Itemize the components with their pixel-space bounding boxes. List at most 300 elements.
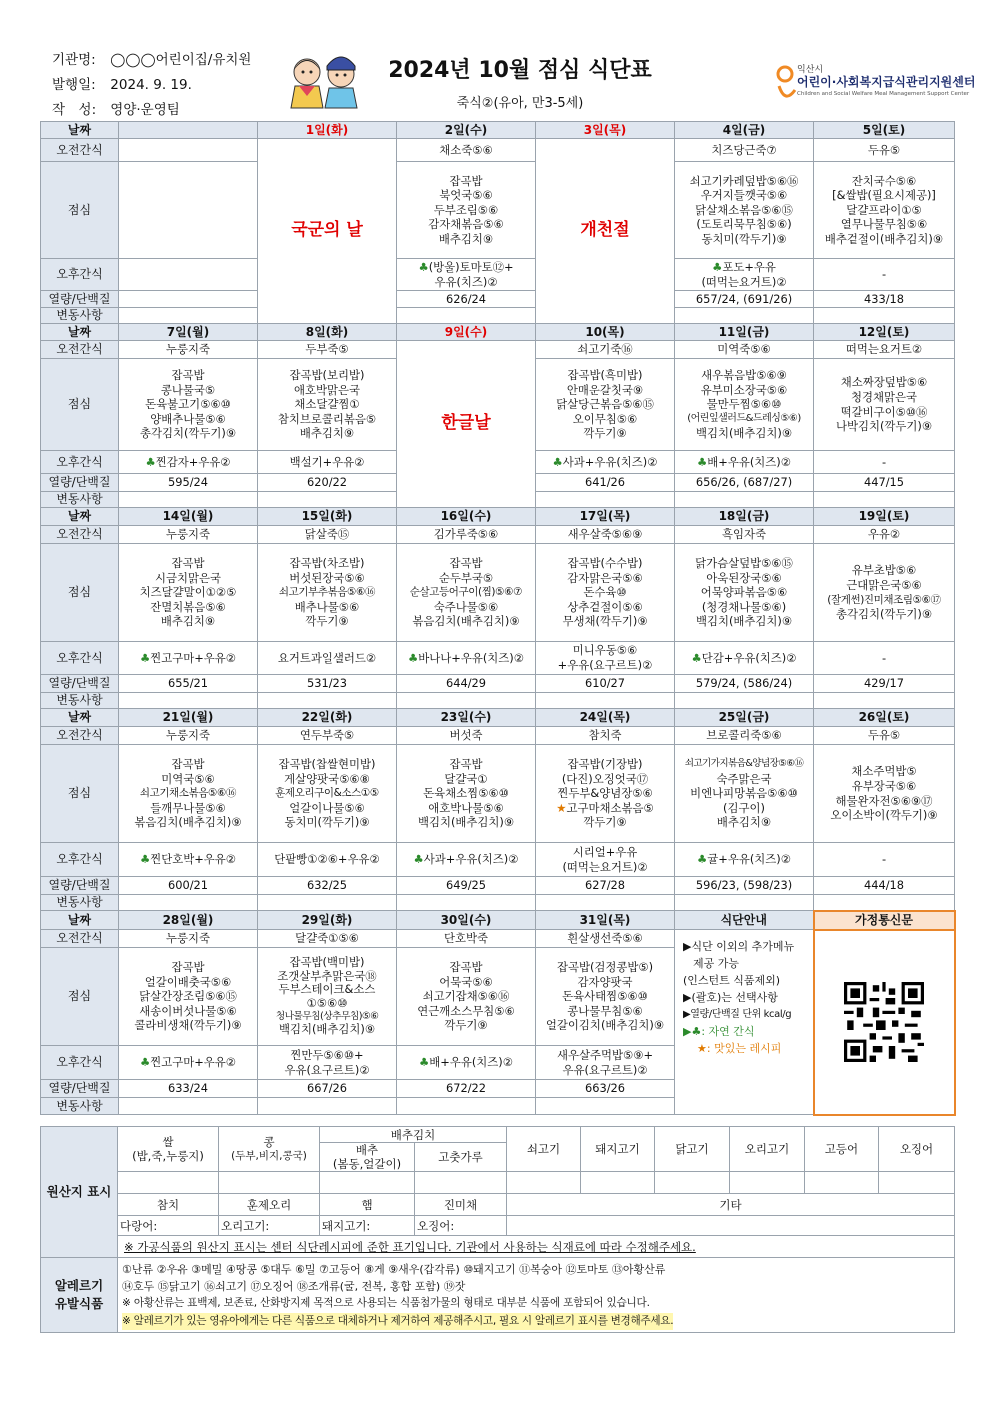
guide-line: ▶♣: 자연 간식: [683, 1025, 755, 1038]
am-cell: 우유②: [814, 526, 955, 544]
menu-item: 깍두기⑨: [444, 1018, 488, 1033]
menu-item: 감자채볶음⑤⑥: [428, 217, 504, 232]
lunch-cell: [119, 162, 258, 259]
menu-item: 백김치(배추김치)⑨: [417, 815, 515, 830]
lunch-cell: [814, 544, 955, 642]
lunch-cell: [119, 745, 258, 843]
date-cell: 31일(목): [536, 911, 675, 930]
origin-ham: 햄: [320, 1194, 415, 1216]
change-cell: [675, 693, 814, 709]
kcal-cell: 429/17: [814, 675, 955, 693]
change-cell: [119, 308, 258, 324]
week3-pm-row: [41, 642, 955, 675]
pm-cell: [536, 1046, 675, 1080]
lunch-label: 점심: [41, 745, 119, 843]
menu-item: 잔멸치볶음⑤⑥: [150, 599, 226, 614]
am-cell: 미역죽⑤⑥: [675, 341, 814, 359]
mascot-characters-icon: [285, 50, 365, 110]
date-cell: 9일(수): [397, 324, 536, 341]
notice-cell: [814, 930, 955, 1115]
menu-item: 채소짜장덮밥⑤⑥: [840, 375, 928, 390]
change-cell: [119, 1098, 258, 1115]
lunch-cell: [536, 745, 675, 843]
date-cell: 26일(토): [814, 709, 955, 727]
menu-item: 버섯된장국⑤⑥: [289, 570, 365, 585]
snack-text: 우유(요구르트)②: [562, 1062, 648, 1077]
holiday-cell: [397, 341, 536, 508]
menu-item: 애호박맑은국: [293, 382, 361, 397]
clover-icon: ♣: [419, 1055, 430, 1070]
lunch-cell: [397, 948, 536, 1046]
am-cell: 김가루죽⑤⑥: [397, 526, 536, 544]
change-cell: [536, 693, 675, 709]
allergy-label-line: 알레르기: [54, 1278, 104, 1293]
change-label: 변동사항: [41, 308, 119, 324]
date-cell: 23일(수): [397, 709, 536, 727]
origin-etc: 기타: [507, 1194, 955, 1216]
kcal-cell: 667/26: [258, 1080, 397, 1098]
snack-text: 찐고구마+우유②: [150, 650, 236, 665]
change-label: 변동사항: [41, 1098, 119, 1115]
menu-item: 총각김치(깍두기)⑨: [835, 607, 933, 622]
am-cell: [119, 139, 258, 162]
pm-cell: [536, 642, 675, 675]
holiday-cell: [258, 139, 397, 324]
menu-item: 잡곡밥(검정콩밥⑤): [556, 960, 654, 975]
allergy-label: [41, 1258, 118, 1333]
menu-item: 백김치(배추김치)⑨: [695, 614, 793, 629]
menu-item: 순두부국⑤: [438, 570, 494, 585]
kcal-cell: 655/21: [119, 675, 258, 693]
pm-cell: [675, 451, 814, 474]
week4-change-row: [41, 895, 955, 911]
date-cell: 19일(토): [814, 508, 955, 526]
pm-label: 오후간식: [41, 451, 119, 474]
snack-text: 배+우유(치즈)②: [429, 1055, 513, 1070]
change-cell: [397, 1098, 536, 1115]
origin-header: [320, 1143, 415, 1172]
lunch-cell: [119, 948, 258, 1046]
menu-item: 조갯살부추맑은국⑱: [277, 968, 377, 983]
center-logo: [775, 62, 976, 106]
menu-item: 볶음김치(배추김치)⑨: [412, 614, 520, 629]
menu-item: 채소주먹밥⑤: [851, 764, 917, 779]
am-cell: 떠먹는요거트②: [814, 341, 955, 359]
menu-item: 배추김치⑨: [160, 614, 216, 629]
menu-item: 닭살채소볶음⑤⑥⑮: [695, 202, 793, 217]
page-title: 2024년 10월 점심 식단표: [388, 58, 652, 83]
change-cell: [675, 492, 814, 508]
origin-value-cell: [581, 1172, 655, 1194]
lunch-cell: [119, 359, 258, 451]
menu-item: 두부스테이크&소스: [278, 982, 376, 997]
clover-icon: ♣: [408, 650, 419, 665]
kcal-cell: 600/21: [119, 877, 258, 895]
kcal-cell: 672/22: [397, 1080, 536, 1098]
menu-item: 들깨무나물⑤⑥: [150, 800, 226, 815]
menu-item: 유부미소장국⑤⑥: [700, 382, 788, 397]
origin-cabbage-sub: (봄동,얼갈이): [332, 1157, 402, 1171]
kcal-cell: [119, 291, 258, 308]
week1-date-row: [41, 122, 955, 139]
week1-lunch-row: [41, 162, 955, 259]
snack-text: 찐만두⑤⑥⑩+: [290, 1047, 364, 1062]
menu-item: 나박김치(깍두기)⑨: [835, 419, 933, 434]
week4-pm-row: [41, 843, 955, 877]
menu-item: 동치미(깍두기)⑨: [284, 815, 370, 830]
menu-item: 떡갈비구이⑤⑩⑯: [840, 404, 928, 419]
lunch-cell: [258, 544, 397, 642]
guide-line: 제공 가능: [693, 957, 740, 970]
notice-title: 가정통신문: [814, 911, 955, 930]
holiday-cell: [536, 139, 675, 324]
lunch-label: 점심: [41, 948, 119, 1046]
change-cell: [536, 895, 675, 911]
pm-cell: -: [814, 451, 955, 474]
menu-item: 청경채맑은국: [850, 389, 918, 404]
menu-item: 배추김치⑨: [716, 815, 772, 830]
change-label: 변동사항: [41, 693, 119, 709]
menu-item: 고구마채소볶음⑤: [566, 800, 654, 815]
snack-text: 시리얼+우유: [572, 844, 638, 859]
pm-label: 오후간식: [41, 259, 119, 291]
date-cell: 24일(목): [536, 709, 675, 727]
week3-am-row: [41, 526, 955, 544]
star-icon: ★: [556, 800, 567, 815]
date-cell: 11일(금): [675, 324, 814, 341]
menu-item: 잡곡밥: [171, 757, 205, 772]
snack-text: (떠먹는요거트)②: [701, 274, 787, 289]
menu-item: 청나물무침(상추무침)⑤⑥: [275, 1010, 379, 1022]
kcal-label: 열량/단백질: [41, 675, 119, 693]
snack-text: 우유(요구르트)②: [284, 1062, 370, 1077]
pm-cell: 요거트과일샐러드②: [258, 642, 397, 675]
menu-item: 돈육사태찜⑤⑥⑩: [562, 989, 648, 1004]
menu-item: 쇠고기채소볶음⑤⑥⑯: [139, 787, 237, 800]
center-logo-icon: [775, 64, 797, 104]
origin-row-3: [41, 1172, 955, 1194]
allergy-row: [41, 1258, 955, 1333]
kcal-cell: 626/24: [397, 291, 536, 308]
menu-item: (청경채나물⑤⑥): [701, 599, 787, 614]
author-value: 영양·운영팀: [110, 102, 180, 118]
allergy-line: ⑭호두 ⑮닭고기 ⑯쇠고기 ⑰오징어 ⑱조개류(굴, 전복, 홍합 포함) ⑲잣: [122, 1279, 466, 1293]
pm-cell: [119, 259, 258, 291]
menu-item: 찐두부&양념장⑤⑥: [557, 786, 653, 801]
origin-chicken: 닭고기: [655, 1127, 730, 1172]
menu-item: 달걀국①: [444, 771, 488, 786]
snack-text: 사과+우유(치즈)②: [423, 852, 519, 867]
origin-detail: 오리고기:: [219, 1216, 320, 1236]
menu-item: 총각김치(깍두기)⑨: [139, 426, 237, 441]
clover-icon: ♣: [145, 454, 156, 469]
lunch-cell: [258, 359, 397, 451]
week5-am-row: [41, 930, 955, 948]
kcal-cell: 632/25: [258, 877, 397, 895]
org-value: ◯◯◯어린이집/유치원: [110, 52, 252, 68]
snack-text: 우유(치즈)②: [434, 274, 498, 289]
menu-table: [40, 121, 956, 1116]
kcal-cell: 641/26: [536, 474, 675, 492]
change-cell: [536, 1098, 675, 1115]
snack-text: 미니우동⑤⑥: [572, 643, 638, 658]
clover-icon: ♣: [712, 259, 723, 274]
menu-item: 잡곡밥(기장밥): [567, 757, 643, 772]
menu-item: 배추김치⑨: [438, 231, 494, 246]
origin-label: 원산지 표시: [41, 1127, 118, 1258]
snack-text: 새우살주먹밥⑤⑨+: [557, 1047, 653, 1062]
change-cell: [814, 693, 955, 709]
change-label: 변동사항: [41, 895, 119, 911]
date-cell: 28일(월): [119, 911, 258, 930]
snack-text: 바나나+우유(치즈)②: [418, 650, 524, 665]
origin-pepper: 고춧가루: [415, 1143, 507, 1172]
menu-item: 잡곡밥: [171, 960, 205, 975]
lunch-cell: [536, 544, 675, 642]
menu-item: 배추겉절이(배추김치)⑨: [824, 231, 944, 246]
week4-lunch-row: [41, 745, 955, 843]
date-label: 날짜: [41, 911, 119, 930]
qr-code-icon[interactable]: [844, 982, 924, 1062]
am-label: 오전간식: [41, 139, 119, 162]
menu-item: 콩나물국⑤: [160, 382, 216, 397]
am-cell: 채소죽⑤⑥: [397, 139, 536, 162]
clover-icon: ♣: [140, 1055, 151, 1070]
menu-item: 해물완자전⑤⑥⑨⑰: [835, 793, 933, 808]
am-cell: 치즈당근죽⑦: [675, 139, 814, 162]
lunch-cell: [536, 359, 675, 451]
am-cell: 쇠고기죽⑯: [536, 341, 675, 359]
week1-kcal-row: [41, 291, 955, 308]
origin-beef: 쇠고기: [507, 1127, 581, 1172]
menu-item: 깍두기⑨: [305, 614, 349, 629]
clover-icon: ♣: [691, 650, 702, 665]
menu-item: 어묵국⑤⑥: [439, 974, 493, 989]
kcal-cell: 444/18: [814, 877, 955, 895]
menu-item: 돈육불고기⑤⑥⑩: [145, 397, 231, 412]
menu-item: 상추겉절이⑤⑥: [567, 599, 643, 614]
lunch-label: 점심: [41, 544, 119, 642]
pm-cell: [119, 642, 258, 675]
am-cell: 연두부죽⑤: [258, 727, 397, 745]
menu-item: 쇠고기부추볶음⑤⑥⑯: [278, 586, 376, 599]
menu-item: 훈제오리구이&소스①⑤: [275, 787, 379, 800]
menu-item: 잡곡밥: [171, 368, 205, 383]
snack-text: 찐감자+우유②: [155, 454, 231, 469]
origin-value-cell: [655, 1172, 730, 1194]
menu-item: 오이무침⑤⑥: [572, 411, 638, 426]
date-label: 날짜: [41, 324, 119, 341]
menu-item: 잡곡밥(수수밥): [567, 556, 643, 571]
clover-icon: ♣: [140, 852, 151, 867]
menu-item: 새송이버섯나물⑤⑥: [139, 1003, 237, 1018]
origin-value-cell: [320, 1172, 415, 1194]
week4-am-row: [41, 727, 955, 745]
menu-item: 얼갈이나물⑤⑥: [289, 800, 365, 815]
menu-item: 양배추나물⑤⑥: [150, 411, 226, 426]
origin-detail: 오징어:: [415, 1216, 507, 1236]
allergy-label-line: 유발식품: [54, 1296, 104, 1311]
origin-header: [219, 1127, 320, 1172]
am-cell: 두유⑤: [814, 727, 955, 745]
lunch-cell: [814, 162, 955, 259]
am-cell: 브로콜리죽⑤⑥: [675, 727, 814, 745]
menu-item: 깍두기⑨: [583, 426, 627, 441]
origin-note: ※ 가공식품의 원산지 표시는 센터 식단레시피에 준한 표기입니다. 기관에서 사용하는 식재료에 따라 수정해주세요.: [118, 1236, 955, 1258]
menu-item: 잔치국수⑤⑥: [851, 173, 917, 188]
pm-label: 오후간식: [41, 642, 119, 675]
menu-item: 닭살간장조림⑤⑥⑮: [139, 989, 237, 1004]
kcal-cell: 579/24, (586/24): [675, 675, 814, 693]
week2-date-row: [41, 324, 955, 341]
am-cell: 버섯죽: [397, 727, 536, 745]
am-cell: 누룽지죽: [119, 727, 258, 745]
change-cell: [258, 693, 397, 709]
menu-item: 참치브로콜리볶음⑤: [277, 411, 377, 426]
pm-cell: 단팥빵①②⑥+우유②: [258, 843, 397, 877]
menu-item: 볶음김치(배추김치)⑨: [134, 815, 242, 830]
pm-label: 오후간식: [41, 843, 119, 877]
logo-center-english: Children and Social Welfare Meal Management Support Center: [797, 91, 970, 97]
date-cell: 25일(금): [675, 709, 814, 727]
am-label: 오전간식: [41, 727, 119, 745]
date-cell: 30일(수): [397, 911, 536, 930]
issued-label: 발행일:: [52, 77, 96, 93]
snack-text: 귤+우유(치즈)②: [707, 852, 791, 867]
kcal-label: 열량/단백질: [41, 1080, 119, 1098]
menu-item: (잘게썬)진미채조림⑤⑥⑰: [827, 593, 941, 606]
clover-icon: ♣: [697, 852, 708, 867]
lunch-cell: [258, 948, 397, 1046]
lunch-cell: [675, 359, 814, 451]
change-cell: [119, 895, 258, 911]
date-cell: 29일(화): [258, 911, 397, 930]
lunch-cell: [397, 162, 536, 259]
menu-item: 잡곡밥(백미밥): [289, 955, 365, 970]
origin-cabbage: 배추: [355, 1143, 379, 1157]
menu-item: 배추김치⑨: [299, 426, 355, 441]
pm-cell: [536, 843, 675, 877]
am-cell: 달걀죽①⑤⑥: [258, 930, 397, 948]
change-cell: [258, 895, 397, 911]
origin-kimchi: 배추김치: [320, 1127, 507, 1143]
change-cell: [814, 492, 955, 508]
menu-item: 숙주맑은국: [716, 771, 772, 786]
origin-row-4: [41, 1194, 955, 1216]
snack-text: (떠먹는요거트)②: [562, 859, 648, 874]
menu-item: 우거지들깻국⑤⑥: [700, 188, 788, 203]
date-cell: 17일(목): [536, 508, 675, 526]
origin-duck: 오리고기: [730, 1127, 805, 1172]
pm-cell: [675, 843, 814, 877]
clover-icon: ♣: [413, 852, 424, 867]
lunch-cell: [397, 544, 536, 642]
lunch-cell: [119, 544, 258, 642]
origin-tuna: 참치: [118, 1194, 219, 1216]
pm-cell: [119, 451, 258, 474]
menu-item: 숙주나물⑤⑥: [433, 599, 499, 614]
change-label: 변동사항: [41, 492, 119, 508]
change-cell: [119, 492, 258, 508]
date-cell: 22일(화): [258, 709, 397, 727]
kcal-cell: 663/26: [536, 1080, 675, 1098]
snack-text: 찐단호박+우유②: [150, 852, 236, 867]
am-cell: 흰살생선죽⑤⑥: [536, 930, 675, 948]
am-cell: 누룽지죽: [119, 930, 258, 948]
snack-text: 찐고구마+우유②: [150, 1055, 236, 1070]
menu-item: 열무나물무침⑤⑥: [840, 217, 928, 232]
change-cell: [258, 492, 397, 508]
date-cell: 1일(화): [258, 122, 397, 139]
origin-value-cell: [805, 1172, 879, 1194]
origin-jinmi: 진미채: [415, 1194, 507, 1216]
date-cell: 4일(금): [675, 122, 814, 139]
menu-item: 콜라비생채(깍두기)⑨: [134, 1018, 242, 1033]
menu-item: 채소달걀찜①: [294, 397, 360, 412]
origin-smoked-duck: 훈제오리: [219, 1194, 320, 1216]
menu-item: 달걀프라이①⑤: [846, 202, 922, 217]
menu-item: (도토리묵무침⑤⑥): [696, 217, 792, 232]
allergy-line: ※ 아황산류는 표백제, 보존료, 산화방지제 목적으로 사용되는 식품첨가물의 형태로 대부분 식품에 포함되어 있습니다.: [122, 1296, 650, 1309]
am-cell: 닭살죽⑮: [258, 526, 397, 544]
change-cell: [397, 693, 536, 709]
menu-item: [&쌀밥(필요시제공)]: [832, 188, 936, 203]
clover-icon: ♣: [697, 454, 708, 469]
menu-item: 감자양팟국: [577, 974, 633, 989]
menu-item: (다진)오징엇국⑰: [561, 771, 649, 786]
author-label: 작 성:: [52, 102, 97, 118]
origin-rice-sub: (밥,죽,누룽지): [132, 1149, 204, 1163]
change-cell: [675, 895, 814, 911]
am-cell: 누룽지죽: [119, 341, 258, 359]
menu-item: 닭살당근볶음⑤⑥⑮: [556, 397, 654, 412]
snack-text: 사과+우유(치즈)②: [562, 454, 658, 469]
pm-label: 오후간식: [41, 1046, 119, 1080]
guide-line: ★: 맛있는 레시피: [697, 1042, 782, 1055]
menu-item: 애호박나물⑤⑥: [428, 800, 504, 815]
lunch-label: 점심: [41, 162, 119, 259]
menu-item: 잡곡밥(찹쌀현미밥): [278, 757, 376, 772]
guide-line: ▶식단 이외의 추가메뉴: [683, 940, 795, 953]
am-cell: 참치죽: [536, 727, 675, 745]
lunch-cell: [814, 745, 955, 843]
am-cell: 흑임자죽: [675, 526, 814, 544]
guide-title: 식단안내: [675, 911, 814, 930]
origin-row-1: [41, 1127, 955, 1143]
change-cell: [675, 308, 814, 324]
pm-cell: 백설기+우유②: [258, 451, 397, 474]
pm-cell: -: [814, 843, 955, 877]
pm-cell: [397, 843, 536, 877]
menu-item: 깍두기⑨: [583, 815, 627, 830]
pm-cell: -: [814, 259, 955, 291]
date-cell: 15일(화): [258, 508, 397, 526]
kcal-cell: 531/23: [258, 675, 397, 693]
pm-cell: [675, 259, 814, 291]
snack-text: 포도+우유: [722, 259, 776, 274]
menu-item: 유부초밥⑤⑥: [851, 563, 917, 578]
date-cell: 14일(월): [119, 508, 258, 526]
kcal-cell: 656/26, (687/27): [675, 474, 814, 492]
origin-mackerel: 고등어: [805, 1127, 879, 1172]
menu-item: 동치미(깍두기)⑨: [701, 231, 787, 246]
menu-item: 시금치맑은국: [154, 570, 222, 585]
date-cell: 2일(수): [397, 122, 536, 139]
menu-item: 닭가슴살덮밥⑤⑥⑮: [695, 556, 793, 571]
change-cell: [814, 895, 955, 911]
am-cell: 단호박죽: [397, 930, 536, 948]
kcal-cell: 620/22: [258, 474, 397, 492]
